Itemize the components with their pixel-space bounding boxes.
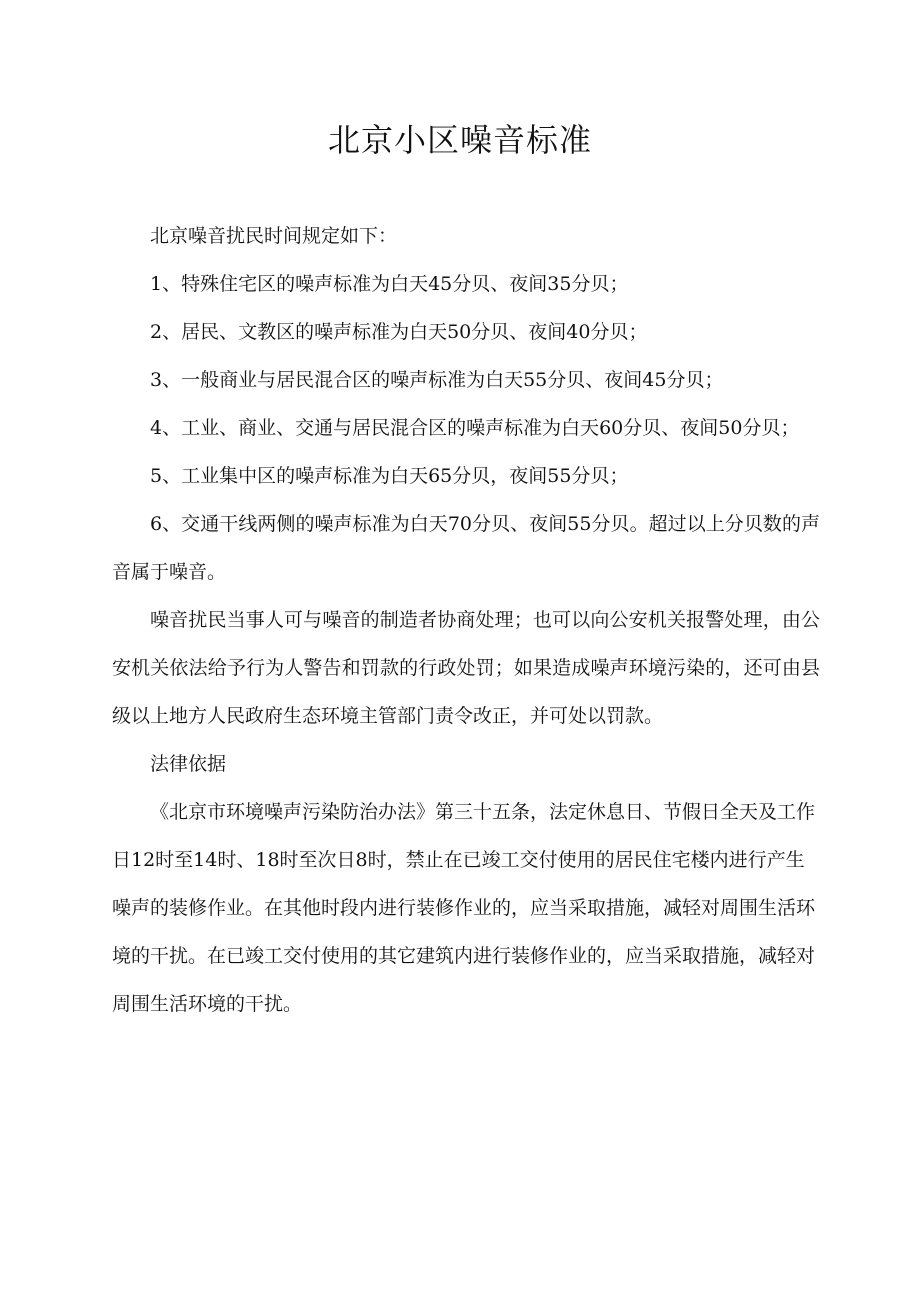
handling-paragraph: 噪音扰民当事人可与噪音的制造者协商处理；也可以向公安机关报警处理，由公安机关依法给予行为人警告和罚款的行政处罚；如果造成噪声环境污染的，还可由县级以上地方人民政府生态环境主管部门责令改正，并可处以罚款。 (112, 609, 820, 727)
standard-item-5: 5、工业集中区的噪声标准为白天65分贝，夜间55分贝； (150, 465, 629, 487)
standard-item-4: 4、工业、商业、交通与居民混合区的噪声标准为白天60分贝、夜间50分贝； (150, 417, 800, 439)
standard-item-6: 6、交通干线两侧的噪声标准为白天70分贝、夜间55分贝。超过以上分贝数的声音属于噪音。 (112, 513, 820, 583)
standard-item-3: 3、一般商业与居民混合区的噪声标准为白天55分贝、夜间45分贝； (150, 369, 724, 391)
standard-item-1: 1、特殊住宅区的噪声标准为白天45分贝、夜间35分贝； (150, 273, 629, 295)
document-title: 北京小区噪音标准 (327, 121, 592, 159)
intro-paragraph: 北京噪音扰民时间规定如下： (150, 225, 398, 247)
standard-item-2: 2、居民、文教区的噪声标准为白天50分贝、夜间40分贝； (150, 321, 648, 343)
law-text-paragraph: 《北京市环境噪声污染防治办法》第三十五条，法定休息日、节假日全天及工作日12时至14时、18时至次日8时，禁止在已竣工交付使用的居民住宅楼内进行产生噪声的装修作业。在其他时段内进行装修作业的，应当采取措施，减轻对周围生活环境的干扰。在已竣工交付使用的其它建筑内进行装修作业的，应当采取措施，减轻对周围生活环境的干扰。 (112, 801, 816, 1015)
document-body (112, 212, 820, 1028)
legal-basis-heading: 法律依据 (150, 753, 227, 775)
